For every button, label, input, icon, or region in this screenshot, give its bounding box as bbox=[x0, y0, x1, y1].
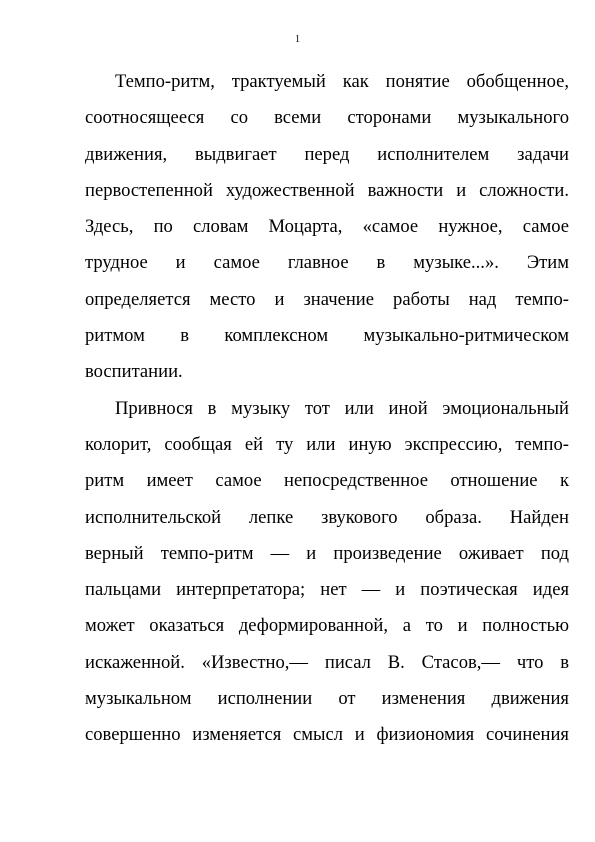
document-body bbox=[85, 64, 569, 754]
text-line: музыкальном исполнении от изменения движения bbox=[85, 688, 569, 710]
text-line: Темпо-ритм, трактуемый как понятие обобщенное, bbox=[115, 71, 569, 92]
page-number: 1 bbox=[295, 34, 300, 45]
text-line: определяется место и значение работы над темпо- bbox=[85, 288, 569, 310]
text-line: ритмом в комплексном музыкально-ритмическом bbox=[85, 325, 569, 347]
text-line: ритм имеет самое непосредственное отношение к bbox=[85, 470, 569, 492]
text-line: пальцами интерпретатора; нет — и поэтическая идея bbox=[85, 579, 569, 601]
text-line: может оказаться деформированной, а то и полностью bbox=[85, 615, 569, 637]
paragraph-1 bbox=[85, 64, 569, 391]
paragraph-2 bbox=[85, 391, 569, 754]
text-line: исполнительской лепке звукового образа. Найден bbox=[85, 506, 569, 528]
text-line: Здесь, по словам Моцарта, «самое нужное, самое bbox=[85, 216, 569, 238]
text-line: совершенно изменяется смысл и физиономия сочинения bbox=[85, 724, 569, 746]
text-line: искаженной. «Известно,— писал В. Стасов,— что в bbox=[85, 651, 569, 673]
text-line: трудное и самое главное в музыке...». Этим bbox=[85, 252, 569, 274]
text-line: первостепенной художественной важности и сложности. bbox=[85, 179, 569, 201]
text-line: воспитании. bbox=[85, 361, 183, 383]
text-line: колорит, сообщая ей ту или иную экспрессию, темпо- bbox=[85, 433, 569, 455]
text-line: соотносящееся со всеми сторонами музыкального bbox=[85, 107, 569, 129]
text-line: Привнося в музыку тот или иной эмоциональный bbox=[115, 397, 569, 419]
text-line: движения, выдвигает перед исполнителем задачи bbox=[85, 143, 569, 165]
text-line: верный темпо-ритм — и произведение оживает под bbox=[85, 542, 569, 564]
